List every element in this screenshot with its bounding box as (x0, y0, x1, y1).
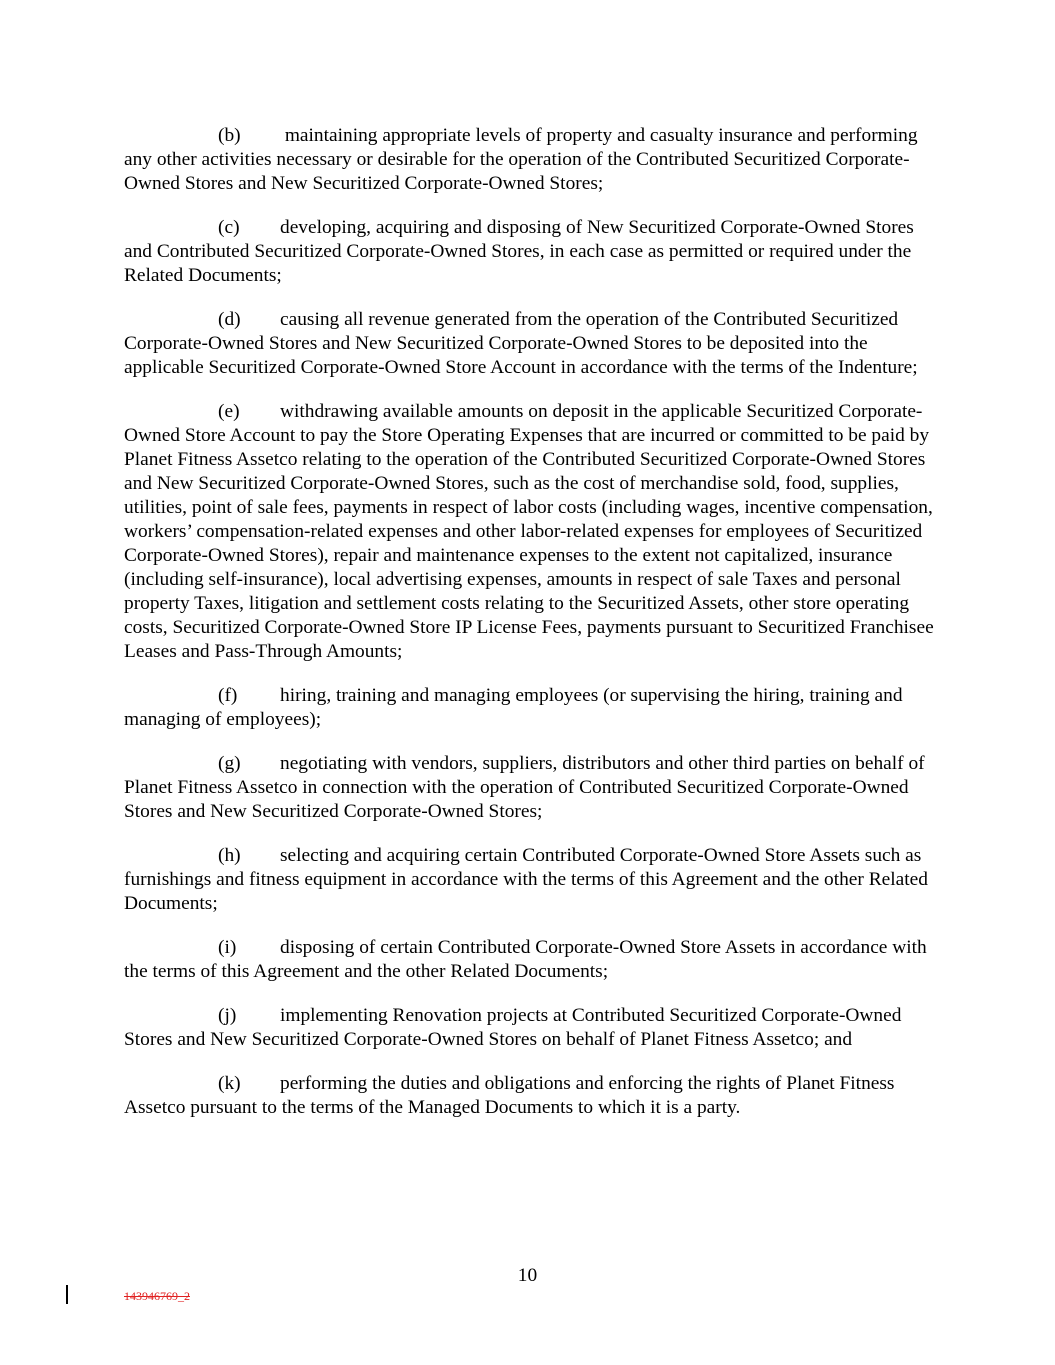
paragraph-label: (f) (218, 685, 238, 706)
paragraph-c (124, 216, 936, 288)
paragraph-e (124, 400, 936, 664)
paragraph-label: (j) (218, 1005, 237, 1026)
paragraph-d (124, 308, 936, 380)
paragraph-text: selecting and acquiring certain Contributed Corporate-Owned Store Assets such as furnishings and fitness equipment in accordance with the terms of this Agreement and the other Related Documents; (124, 845, 928, 914)
paragraph-label: (h) (218, 845, 241, 866)
document-body (124, 124, 936, 1140)
paragraph-i (124, 936, 936, 984)
paragraph-label: (g) (218, 753, 241, 774)
paragraph-h (124, 844, 936, 916)
paragraph-g (124, 752, 936, 824)
paragraph-text: hiring, training and managing employees (or supervising the hiring, training and managing of employees); (124, 685, 903, 730)
paragraph-text: implementing Renovation projects at Contributed Securitized Corporate-Owned Stores and New Securitized Corporate-Owned Stores on behalf of Planet Fitness Assetco; and (124, 1005, 902, 1050)
paragraph-f (124, 684, 936, 732)
paragraph-text: performing the duties and obligations and enforcing the rights of Planet Fitness Assetco pursuant to the terms of the Managed Documents to which it is a party. (124, 1073, 895, 1118)
paragraph-label: (b) (218, 125, 241, 146)
paragraph-j (124, 1004, 936, 1052)
document-id: 143946769_2 (124, 1289, 190, 1303)
paragraph-text: developing, acquiring and disposing of New Securitized Corporate-Owned Stores and Contributed Securitized Corporate-Owned Stores, in each case as permitted or required under the Related Documents; (124, 217, 914, 286)
paragraph-k (124, 1072, 936, 1120)
page-number: 10 (517, 1265, 538, 1286)
paragraph-text: causing all revenue generated from the operation of the Contributed Securitized Corporate-Owned Stores and New Securitized Corporate-Owned Stores to be deposited into the applicable Securitized Corporate-Owned Store Account in accordance with the terms of the Indenture; (124, 309, 918, 378)
paragraph-label: (d) (218, 309, 241, 330)
paragraph-text: withdrawing available amounts on deposit in the applicable Securitized Corporate-Owned Store Account to pay the Store Operating Expenses that are incurred or committed to be paid by Planet Fitness Assetco relating to the operation of the Contributed Securitized Corporate-Owned Stores and New Securitized Corporate-Owned Stores, such as the cost of merchandise sold, food, supplies, utilities, point of sale fees, payments in respect of labor costs (including wages, incentive compensation, workers’ compensation-related expenses and other labor-related expenses for employees of Securitized Corporate-Owned Stores), repair and maintenance expenses to the extent not capitalized, insurance (including self-insurance), local advertising expenses, amounts in respect of sale Taxes and personal property Taxes, litigation and settlement costs relating to the Securitized Assets, other store operating costs, Securitized Corporate-Owned Store IP License Fees, payments pursuant to Securitized Franchisee Leases and Pass-Through Amounts; (124, 401, 934, 662)
paragraph-label: (e) (218, 401, 240, 422)
paragraph-label: (k) (218, 1073, 241, 1094)
paragraph-text: maintaining appropriate levels of property and casualty insurance and performing any other activities necessary or desirable for the operation of the Contributed Securitized Corporate-Owned Stores and New Securitized Corporate-Owned Stores; (124, 125, 918, 194)
paragraph-text: negotiating with vendors, suppliers, distributors and other third parties on behalf of Planet Fitness Assetco in connection with the operation of Contributed Securitized Corporate-Owned Stores and New Securitized Corporate-Owned Stores; (124, 753, 925, 822)
change-bar (66, 1285, 68, 1304)
paragraph-b (124, 124, 936, 196)
paragraph-label: (i) (218, 937, 237, 958)
paragraph-label: (c) (218, 217, 240, 238)
paragraph-text: disposing of certain Contributed Corporate-Owned Store Assets in accordance with the terms of this Agreement and the other Related Documents; (124, 937, 927, 982)
